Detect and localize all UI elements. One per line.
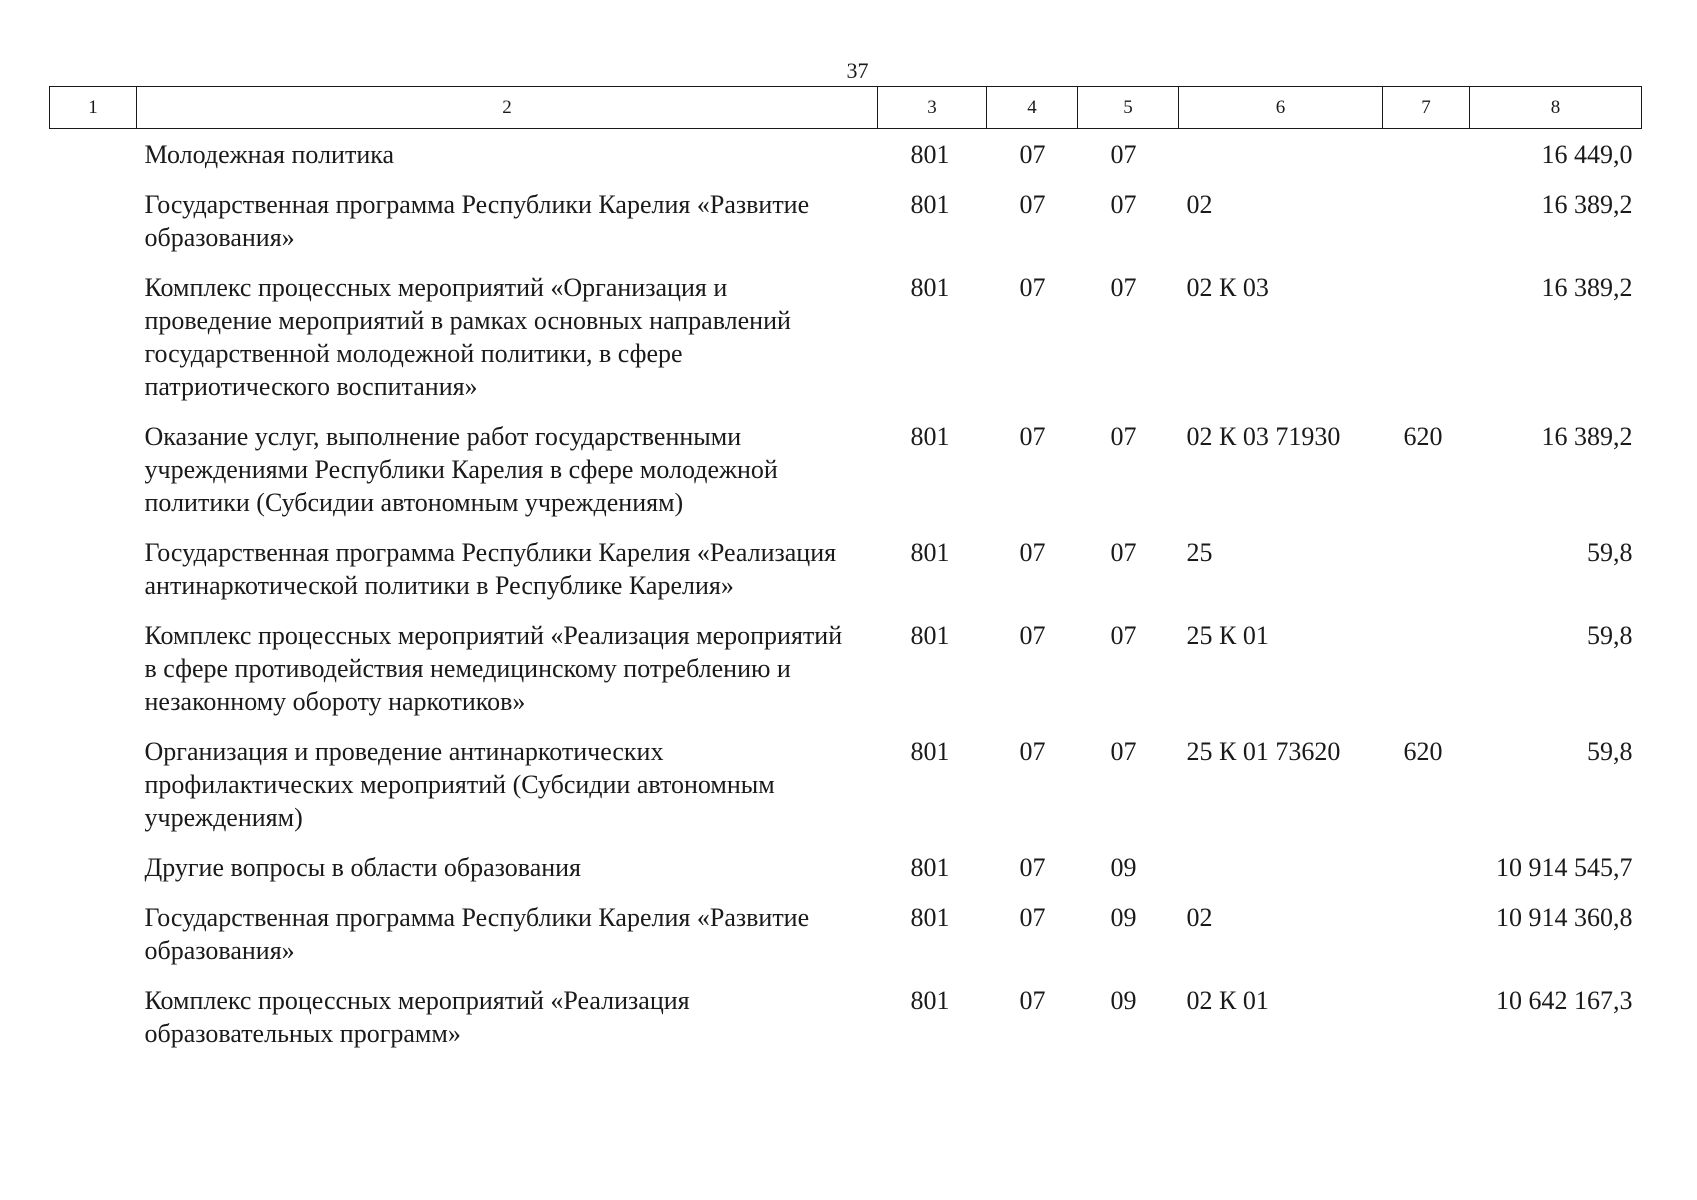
cell-col-1 [50,179,137,262]
cell-col-6: 02 К 03 71930 [1186,422,1341,451]
cell-col-5: 09 [1110,986,1137,1015]
table-row [50,411,1642,527]
cell-col-7 [1383,975,1470,1058]
cell-col-3: 801 [910,422,950,451]
cell-col-7 [1383,179,1470,262]
cell-col-3: 801 [910,190,950,219]
cell-col-5: 09 [1110,853,1137,882]
cell-name: Государственная программа Республики Карелия «Развитие образования» [144,190,810,252]
cell-name: Государственная программа Республики Карелия «Развитие образования» [144,903,810,965]
cell-col-4: 07 [1019,140,1046,169]
cell-col-1 [50,262,137,411]
cell-col-1 [50,726,137,842]
cell-col-1 [50,610,137,726]
cell-col-4: 07 [1019,903,1046,932]
cell-col-7 [1383,892,1470,975]
table-row [50,262,1642,411]
cell-col-3: 801 [910,621,950,650]
cell-col-4: 07 [1019,190,1046,219]
header-col-4: 4 [987,87,1078,129]
cell-col-5: 07 [1110,140,1137,169]
cell-col-1 [50,975,137,1058]
header-col-2: 2 [137,87,878,129]
cell-col-6: 02 [1186,903,1213,932]
table-row [50,726,1642,842]
cell-col-8: 59,8 [1587,621,1633,650]
cell-col-5: 09 [1110,903,1137,932]
table-body [50,129,1642,1059]
cell-col-3: 801 [910,986,950,1015]
cell-col-8: 10 914 545,7 [1496,853,1633,882]
table-row [50,527,1642,610]
cell-col-5: 07 [1110,273,1137,302]
table-row [50,129,1642,180]
table-header [50,87,1642,129]
header-col-7: 7 [1383,87,1470,129]
cell-col-6: 02 К 01 [1186,986,1269,1015]
cell-name: Оказание услуг, выполнение работ государственными учреждениями Республики Карелия в сфере молодежной политики (Субсидии автономным учреждениям) [144,422,778,517]
cell-col-4: 07 [1019,986,1046,1015]
cell-col-3: 801 [910,538,950,567]
cell-col-6 [1179,129,1383,180]
table-row [50,842,1642,892]
cell-col-8: 16 389,2 [1541,190,1633,219]
cell-col-3: 801 [910,853,950,882]
table-row [50,179,1642,262]
cell-name: Комплекс процессных мероприятий «Организация и проведение мероприятий в рамках основных направлений государственной молодежной политики, в сфере патриотического воспитания» [144,273,791,401]
cell-col-4: 07 [1019,737,1046,766]
header-col-5: 5 [1078,87,1179,129]
cell-col-7 [1383,610,1470,726]
cell-col-3: 801 [910,140,950,169]
cell-col-6: 25 К 01 [1186,621,1269,650]
cell-col-6: 02 К 03 [1186,273,1269,302]
cell-col-6: 02 [1186,190,1213,219]
header-col-1: 1 [50,87,137,129]
table-row [50,610,1642,726]
cell-col-1 [50,892,137,975]
cell-col-8: 59,8 [1587,737,1633,766]
cell-col-4: 07 [1019,273,1046,302]
cell-col-7 [1383,129,1470,180]
cell-col-1 [50,842,137,892]
budget-table [49,86,1642,1058]
cell-col-1 [50,129,137,180]
cell-col-8: 16 389,2 [1541,273,1633,302]
cell-col-5: 07 [1110,737,1137,766]
cell-name: Государственная программа Республики Карелия «Реализация антинаркотической политики в Республике Карелия» [144,538,837,600]
cell-col-8: 16 449,0 [1541,140,1633,169]
header-col-3: 3 [878,87,987,129]
cell-col-5: 07 [1110,621,1137,650]
cell-col-5: 07 [1110,190,1137,219]
cell-name: Комплекс процессных мероприятий «Реализация мероприятий в сфере противодействия немедицинскому потреблению и незаконному обороту наркотиков» [144,621,843,716]
cell-col-8: 16 389,2 [1541,422,1633,451]
cell-col-6: 25 [1186,538,1213,567]
cell-col-8: 10 642 167,3 [1496,986,1633,1015]
cell-col-4: 07 [1019,621,1046,650]
cell-col-3: 801 [910,903,950,932]
cell-col-4: 07 [1019,853,1046,882]
cell-col-4: 07 [1019,422,1046,451]
cell-name: Молодежная политика [144,140,395,169]
table-row [50,892,1642,975]
cell-col-6: 25 К 01 73620 [1186,737,1341,766]
cell-col-6 [1179,842,1383,892]
cell-col-7 [1383,262,1470,411]
cell-col-7 [1383,842,1470,892]
cell-col-5: 07 [1110,422,1137,451]
header-col-8: 8 [1470,87,1642,129]
header-row [50,87,1642,129]
cell-name: Организация и проведение антинаркотических профилактических мероприятий (Субсидии автономным учреждениям) [144,737,775,832]
cell-col-3: 801 [910,273,950,302]
cell-col-5: 07 [1110,538,1137,567]
cell-col-7: 620 [1403,737,1443,766]
cell-col-3: 801 [910,737,950,766]
cell-col-1 [50,411,137,527]
cell-col-4: 07 [1019,538,1046,567]
cell-name: Комплекс процессных мероприятий «Реализация образовательных программ» [144,986,690,1048]
cell-col-8: 10 914 360,8 [1496,903,1633,932]
cell-col-1 [50,527,137,610]
header-col-6: 6 [1179,87,1383,129]
cell-col-7 [1383,527,1470,610]
page-number: 37 [846,58,869,83]
cell-col-7: 620 [1403,422,1443,451]
cell-name: Другие вопросы в области образования [144,853,582,882]
cell-col-8: 59,8 [1587,538,1633,567]
table-row [50,975,1642,1058]
